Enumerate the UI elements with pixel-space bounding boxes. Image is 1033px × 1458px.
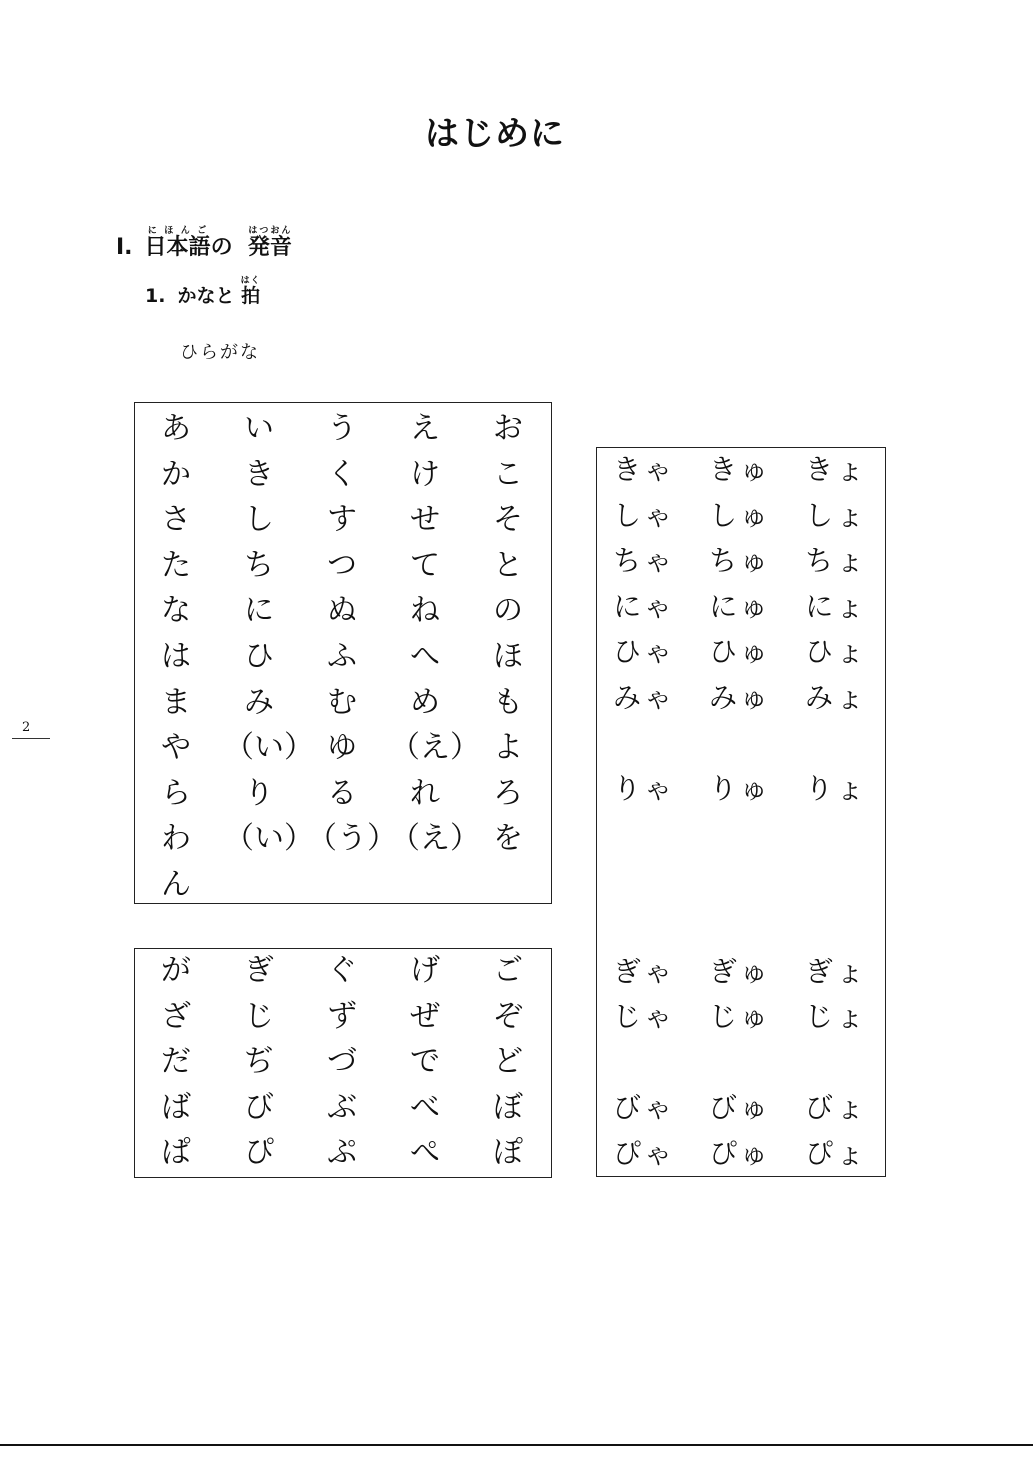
basic-kana-cell: き	[244, 456, 274, 492]
contracted-kana-cell: じょ	[804, 1000, 867, 1034]
contracted-kana-cell: みゅ	[708, 681, 771, 714]
contracted-kana-cell: びゅ	[708, 1091, 771, 1125]
voiced-kana-cell: げ	[410, 953, 440, 988]
basic-kana-cell: さ	[161, 502, 191, 538]
basic-kana-cell: れ	[410, 775, 440, 811]
voiced-kana-cell: ぢ	[244, 1044, 274, 1080]
voiced-kana-cell: ぱ	[161, 1135, 191, 1171]
basic-kana-cell: せ	[410, 502, 440, 538]
basic-kana-cell: ね	[410, 593, 440, 629]
subsection-heading-kana	[145, 276, 261, 308]
contracted-kana-cell: にょ	[805, 589, 867, 623]
contracted-kana-cell: みゃ	[612, 681, 675, 714]
contracted-kana-cell: にゃ	[613, 589, 675, 623]
basic-kana-cell: や	[161, 730, 191, 766]
page-title: はじめに	[425, 114, 565, 154]
basic-kana-cell: す	[327, 502, 357, 538]
contracted-kana-cell: びゃ	[612, 1091, 675, 1125]
contracted-kana-cell: しょ	[804, 498, 867, 532]
particle-no: の	[210, 235, 233, 260]
basic-kana-cell: よ	[493, 730, 523, 766]
basic-kana-cell: む	[327, 684, 357, 720]
contracted-kana-cell: りゃ	[612, 772, 675, 806]
basic-kana-cell: ふ	[327, 639, 357, 674]
basic-kana-cell: り	[244, 775, 274, 811]
basic-kana-cell: か	[161, 456, 191, 492]
word-hatsuon: 発音	[247, 235, 292, 260]
voiced-kana-cell: ず	[327, 998, 357, 1034]
voiced-kana-cell: で	[410, 1044, 440, 1080]
basic-kana-cell: そ	[493, 502, 523, 538]
contracted-kana-cell: にゅ	[709, 589, 771, 623]
basic-kana-cell: え	[410, 411, 440, 446]
contracted-sounds-table	[596, 447, 886, 1177]
subsection-number: 1.	[145, 285, 166, 307]
basic-kana-cell: み	[244, 684, 274, 720]
furigana-haku: はく	[240, 276, 261, 286]
contracted-kana-cell: ぴょ	[804, 1137, 867, 1170]
hiragana-label: ひらがな	[180, 342, 260, 363]
ruby-nihongo	[144, 226, 211, 260]
basic-kana-cell: （い）	[224, 730, 314, 766]
contracted-kana-cell: ぎゃ	[612, 954, 675, 988]
word-nihongo: 日本語	[144, 235, 211, 260]
contracted-kana-cell: ひゅ	[708, 635, 771, 669]
voiced-kana-cell: が	[161, 953, 191, 988]
voiced-kana-cell: ざ	[161, 998, 191, 1034]
contracted-kana-cell: ぎょ	[804, 954, 867, 988]
contracted-kana-cell: びょ	[804, 1091, 867, 1125]
page-number-rule	[12, 738, 50, 739]
page-bottom-rule	[0, 1444, 1033, 1446]
voiced-kana-cell: ぽ	[493, 1135, 523, 1171]
basic-kana-cell: お	[493, 411, 523, 446]
word-haku: 拍	[240, 285, 261, 307]
basic-kana-cell: つ	[327, 547, 357, 583]
contracted-kana-cell: ひょ	[804, 635, 867, 669]
contracted-kana-cell: りゅ	[708, 772, 771, 806]
basic-kana-cell: に	[244, 593, 274, 629]
basic-kana-cell: な	[161, 593, 191, 629]
basic-kana-cell: め	[410, 684, 440, 720]
basic-kana-cell: は	[161, 639, 191, 674]
page-number: 2	[22, 720, 31, 735]
basic-kana-cell: う	[327, 411, 357, 446]
contracted-kana-cell: ぎゅ	[708, 954, 771, 988]
voiced-kana-cell: ぜ	[410, 998, 440, 1034]
voiced-kana-cell: ぐ	[327, 953, 357, 988]
basic-kana-cell: （う）	[307, 821, 397, 857]
basic-kana-cell: ゆ	[327, 730, 357, 766]
basic-kana-cell: ち	[244, 547, 274, 583]
ruby-haku	[240, 276, 261, 307]
contracted-kana-cell: しゃ	[612, 498, 675, 532]
basic-kana-cell: た	[161, 547, 191, 583]
voiced-kana-cell: び	[244, 1089, 274, 1125]
voiced-kana-cell: づ	[327, 1044, 357, 1080]
basic-kana-cell: ひ	[244, 639, 274, 674]
contracted-kana-cell: ちゃ	[612, 544, 675, 578]
basic-kana-cell: ら	[161, 775, 191, 811]
basic-kana-cell: （え）	[390, 821, 480, 857]
basic-kana-cell: る	[327, 775, 357, 811]
voiced-kana-cell: べ	[410, 1089, 440, 1125]
basic-kana-cell: を	[493, 821, 523, 857]
basic-kana-cell: し	[244, 502, 274, 538]
basic-kana-cell: わ	[161, 821, 191, 857]
voiced-kana-cell: ぎ	[244, 953, 274, 988]
basic-kana-cell: ほ	[493, 639, 523, 674]
contracted-kana-cell: みょ	[804, 681, 867, 714]
section-number: Ⅰ.	[116, 235, 133, 260]
furigana-nihongo: にほんご	[144, 226, 211, 236]
basic-kana-cell: も	[493, 684, 523, 720]
contracted-kana-cell: ぴゃ	[612, 1137, 675, 1170]
voiced-kana-cell: ぞ	[493, 998, 523, 1034]
contracted-kana-cell: きゅ	[708, 453, 771, 486]
basic-kana-cell: あ	[161, 411, 191, 446]
voiced-kana-cell: ぼ	[493, 1089, 523, 1125]
contracted-kana-cell: じゃ	[612, 1000, 675, 1034]
contracted-kana-cell: きょ	[804, 453, 867, 486]
contracted-kana-cell: きゃ	[612, 453, 675, 486]
voiced-kana-cell: ぷ	[327, 1135, 357, 1171]
ruby-hatsuon	[247, 226, 292, 260]
section-heading-pronunciation	[116, 226, 292, 261]
voiced-kana-cell: ぴ	[244, 1135, 274, 1171]
basic-kana-cell: ん	[161, 867, 191, 902]
contracted-kana-cell: じゅ	[708, 1000, 771, 1034]
basic-kana-cell: て	[410, 547, 440, 583]
contracted-kana-cell: りょ	[804, 772, 867, 806]
voiced-kana-cell: じ	[244, 998, 274, 1034]
voiced-kana-cell: ぺ	[410, 1135, 440, 1171]
contracted-kana-cell: ひゃ	[612, 635, 675, 669]
basic-kana-cell: （え）	[390, 730, 480, 766]
basic-kana-cell: け	[410, 456, 440, 492]
voiced-kana-cell: ご	[493, 953, 523, 988]
furigana-hatsuon: はつおん	[247, 226, 292, 236]
subsection-text: かなと	[177, 285, 235, 307]
voiced-kana-cell: ぶ	[327, 1089, 357, 1125]
contracted-kana-cell: ぴゅ	[708, 1137, 771, 1170]
basic-kana-table	[134, 402, 552, 904]
basic-kana-cell: ぬ	[327, 593, 357, 629]
contracted-kana-cell: ちゅ	[708, 544, 771, 578]
basic-kana-cell: ろ	[493, 775, 523, 811]
voiced-kana-cell: ど	[493, 1044, 523, 1080]
basic-kana-cell: こ	[493, 456, 523, 492]
basic-kana-cell: と	[493, 547, 523, 583]
basic-kana-cell: く	[327, 456, 357, 492]
basic-kana-cell: の	[493, 593, 523, 629]
contracted-kana-cell: ちょ	[804, 544, 867, 578]
voiced-kana-cell: ば	[161, 1089, 191, 1125]
basic-kana-cell: い	[244, 411, 274, 446]
voiced-kana-table	[134, 948, 552, 1178]
voiced-kana-cell: だ	[161, 1044, 191, 1080]
basic-kana-cell: へ	[410, 639, 440, 674]
basic-kana-cell: （い）	[224, 821, 314, 857]
basic-kana-cell: ま	[161, 684, 191, 720]
contracted-kana-cell: しゅ	[708, 498, 771, 532]
